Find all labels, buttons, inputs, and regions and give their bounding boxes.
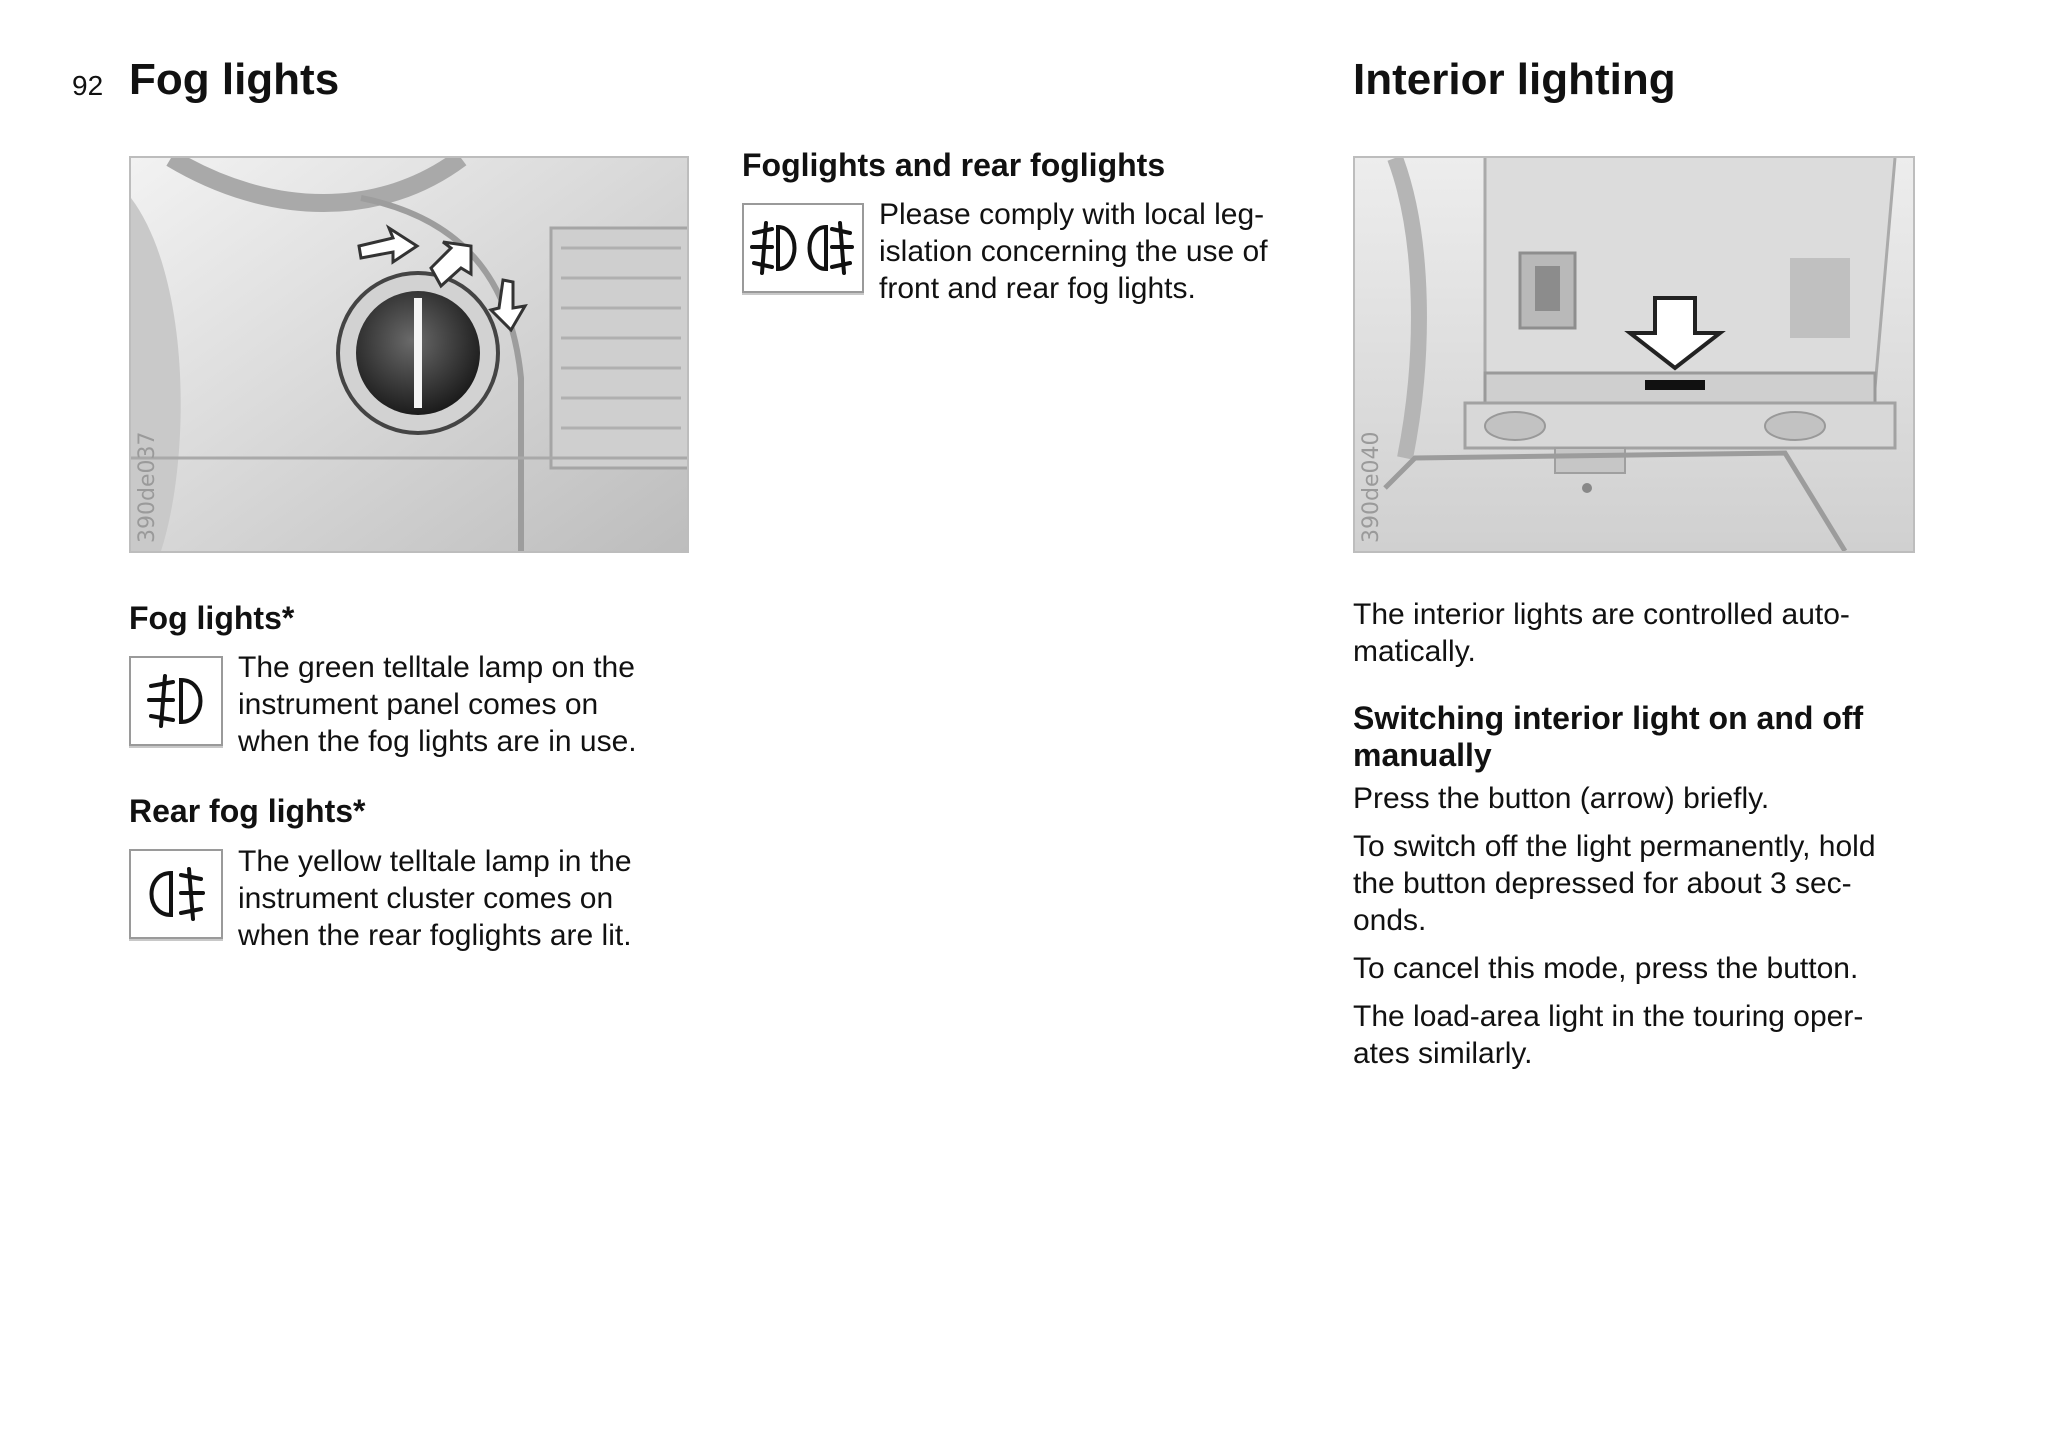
- fog-lights-line: when the fog lights are in use.: [238, 725, 637, 758]
- front-and-rear-fog-light-icon: [742, 203, 864, 293]
- figure-code: 390de037: [135, 431, 160, 543]
- rear-fog-lights-line: The yellow telltale lamp in the: [238, 845, 632, 878]
- heading-switching-interior-light: [1353, 700, 1953, 774]
- figure-code: 390de040: [1359, 431, 1384, 543]
- interior-para-load-area: [1353, 998, 1953, 1072]
- heading-line: manually: [1353, 737, 1492, 773]
- interior-lighting-text: [1353, 596, 1953, 1072]
- interior-intro-line: The interior lights are controlled auto-: [1353, 598, 1850, 631]
- foglights-and-rear-line: front and rear fog lights.: [879, 272, 1196, 305]
- heading-rear-fog-lights: Rear fog lights*: [129, 793, 366, 829]
- fog-lights-text: [238, 649, 637, 760]
- fog-light-switch-figure: [129, 156, 689, 553]
- interior-intro-line: matically.: [1353, 635, 1476, 668]
- interior-intro: [1353, 596, 1953, 670]
- rear-fog-lights-line: when the rear foglights are lit.: [238, 919, 632, 952]
- foglights-and-rear-line: islation concerning the use of: [879, 235, 1268, 268]
- interior-para-line: the button depressed for about 3 sec-: [1353, 867, 1852, 900]
- page-title-fog-lights: Fog lights: [129, 55, 340, 104]
- interior-light-figure: [1353, 156, 1915, 553]
- interior-para-press-button: Press the button (arrow) briefly.: [1353, 782, 1770, 815]
- heading-fog-lights: Fog lights*: [129, 600, 295, 636]
- page-title-interior-lighting: Interior lighting: [1353, 55, 1676, 104]
- fog-lights-line: The green telltale lamp on the: [238, 651, 635, 684]
- interior-para-line: ates similarly.: [1353, 1037, 1533, 1070]
- fog-lights-line: instrument panel comes on: [238, 688, 599, 721]
- interior-para-line: The load-area light in the touring oper-: [1353, 1000, 1864, 1033]
- front-fog-light-icon: [129, 656, 223, 746]
- rear-fog-light-icon: [129, 849, 223, 939]
- heading-line: Switching interior light on and off: [1353, 700, 1864, 736]
- interior-light-illustration: [1355, 158, 1913, 551]
- heading-foglights-and-rear-foglights: Foglights and rear foglights: [742, 147, 1166, 183]
- interior-para-line: onds.: [1353, 904, 1427, 937]
- foglights-and-rear-text: [879, 196, 1268, 307]
- page-number: 92: [72, 70, 104, 101]
- interior-para-line: To switch off the light permanently, hold: [1353, 830, 1876, 863]
- rear-fog-lights-text: [238, 843, 632, 954]
- interior-para-cancel: To cancel this mode, press the button.: [1353, 952, 1859, 985]
- fog-light-switch-illustration: [131, 158, 687, 551]
- interior-para-switch-off: [1353, 828, 1953, 939]
- rear-fog-lights-line: instrument cluster comes on: [238, 882, 614, 915]
- foglights-and-rear-line: Please comply with local leg-: [879, 198, 1265, 231]
